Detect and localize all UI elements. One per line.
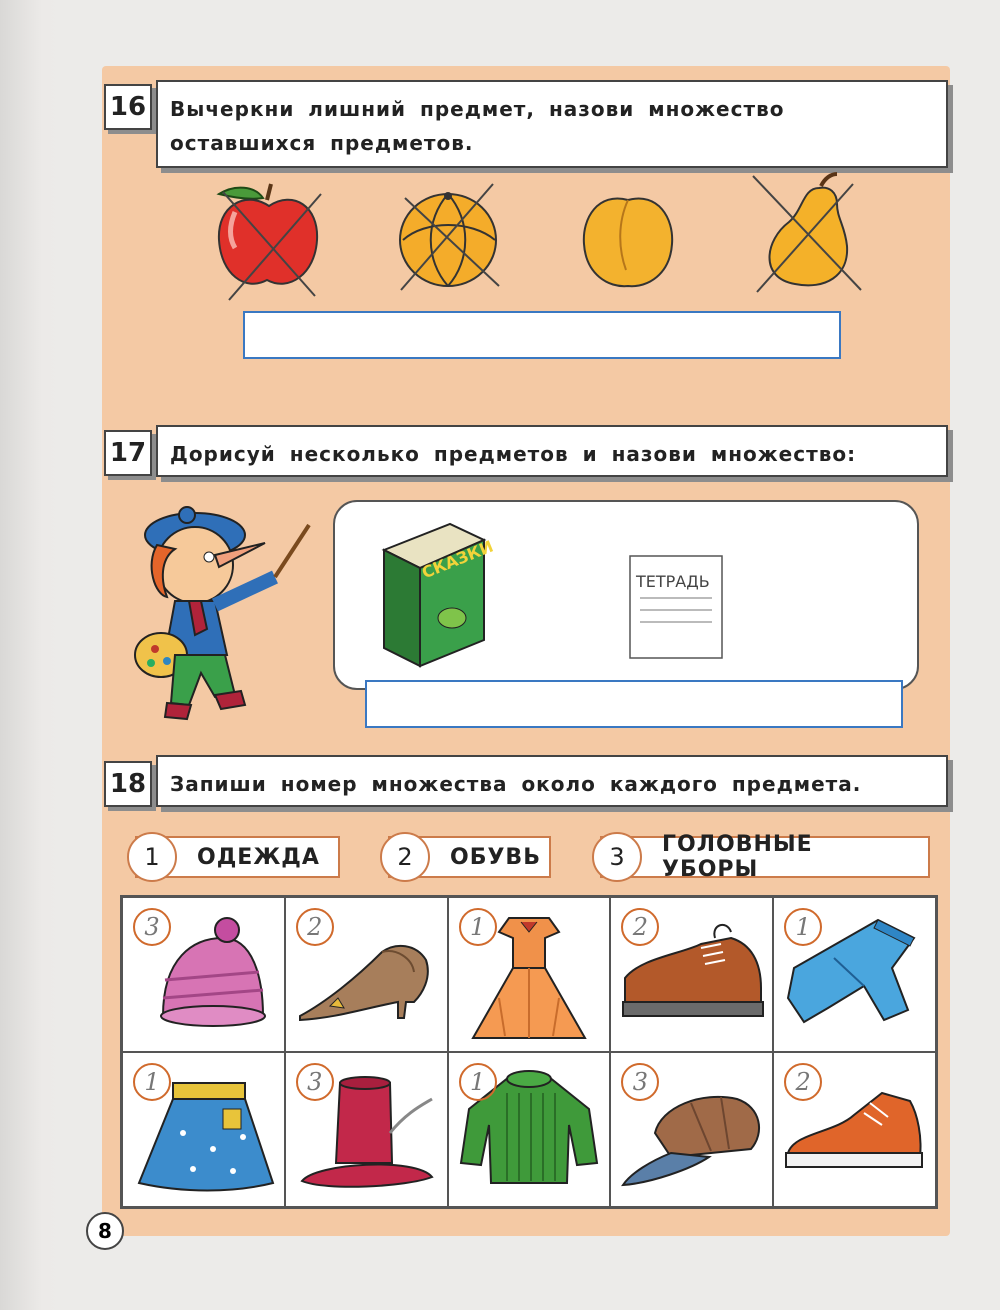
painter-boy-icon xyxy=(115,505,335,735)
answer-mark[interactable]: 3 xyxy=(621,1063,659,1101)
answer-mark[interactable]: 3 xyxy=(133,908,171,946)
answer-mark[interactable]: 2 xyxy=(784,1063,822,1101)
category-number: 3 xyxy=(592,832,642,882)
grid-cell xyxy=(448,897,611,1052)
task-18-instruction: Запиши номер множества около каждого предмета. xyxy=(156,755,948,807)
grid-cell xyxy=(122,897,285,1052)
grid-cell xyxy=(285,897,448,1052)
page-edge xyxy=(0,0,60,1310)
grid-cell xyxy=(610,897,773,1052)
task-16-answer-field[interactable] xyxy=(243,311,841,359)
category-footwear xyxy=(388,836,551,878)
grid-cell xyxy=(122,1052,285,1207)
grid-cell xyxy=(773,1052,936,1207)
page-number: 8 xyxy=(86,1212,124,1250)
category-label: ГОЛОВНЫЕ УБОРЫ xyxy=(662,832,813,882)
grid-cell xyxy=(773,897,936,1052)
task-16-number: 16 xyxy=(104,84,152,130)
peach-icon xyxy=(578,188,678,293)
grid-cell xyxy=(285,1052,448,1207)
category-number: 2 xyxy=(380,832,430,882)
notebook-label: ТЕТРАДЬ xyxy=(636,572,710,591)
notebook-drawing xyxy=(626,552,726,662)
category-headwear xyxy=(600,832,930,882)
category-label: ОБУВЬ xyxy=(450,844,541,870)
answer-mark[interactable]: 1 xyxy=(459,1063,497,1101)
answer-mark[interactable]: 3 xyxy=(296,1063,334,1101)
items-grid xyxy=(120,895,938,1209)
task-16-instruction: Вычеркни лишний предмет, назови множество оставшихся предметов. xyxy=(156,80,948,168)
category-clothing xyxy=(135,836,340,878)
task-17-number: 17 xyxy=(104,430,152,476)
task-17-instruction: Дорисуй несколько предметов и назови множество: xyxy=(156,425,948,477)
orange-icon xyxy=(395,180,505,295)
answer-mark[interactable]: 1 xyxy=(133,1063,171,1101)
answer-mark[interactable]: 2 xyxy=(621,908,659,946)
pear-icon xyxy=(745,170,865,295)
category-label: ОДЕЖДА xyxy=(197,844,320,870)
answer-mark[interactable]: 1 xyxy=(459,908,497,946)
task-17-answer-field[interactable] xyxy=(365,680,903,728)
answer-mark[interactable]: 2 xyxy=(296,908,334,946)
grid-cell xyxy=(448,1052,611,1207)
apple-icon xyxy=(205,178,335,303)
task-18-number: 18 xyxy=(104,761,152,807)
category-number: 1 xyxy=(127,832,177,882)
book-title: СКАЗКИ xyxy=(419,536,496,583)
grid-cell xyxy=(610,1052,773,1207)
answer-mark[interactable]: 1 xyxy=(784,908,822,946)
